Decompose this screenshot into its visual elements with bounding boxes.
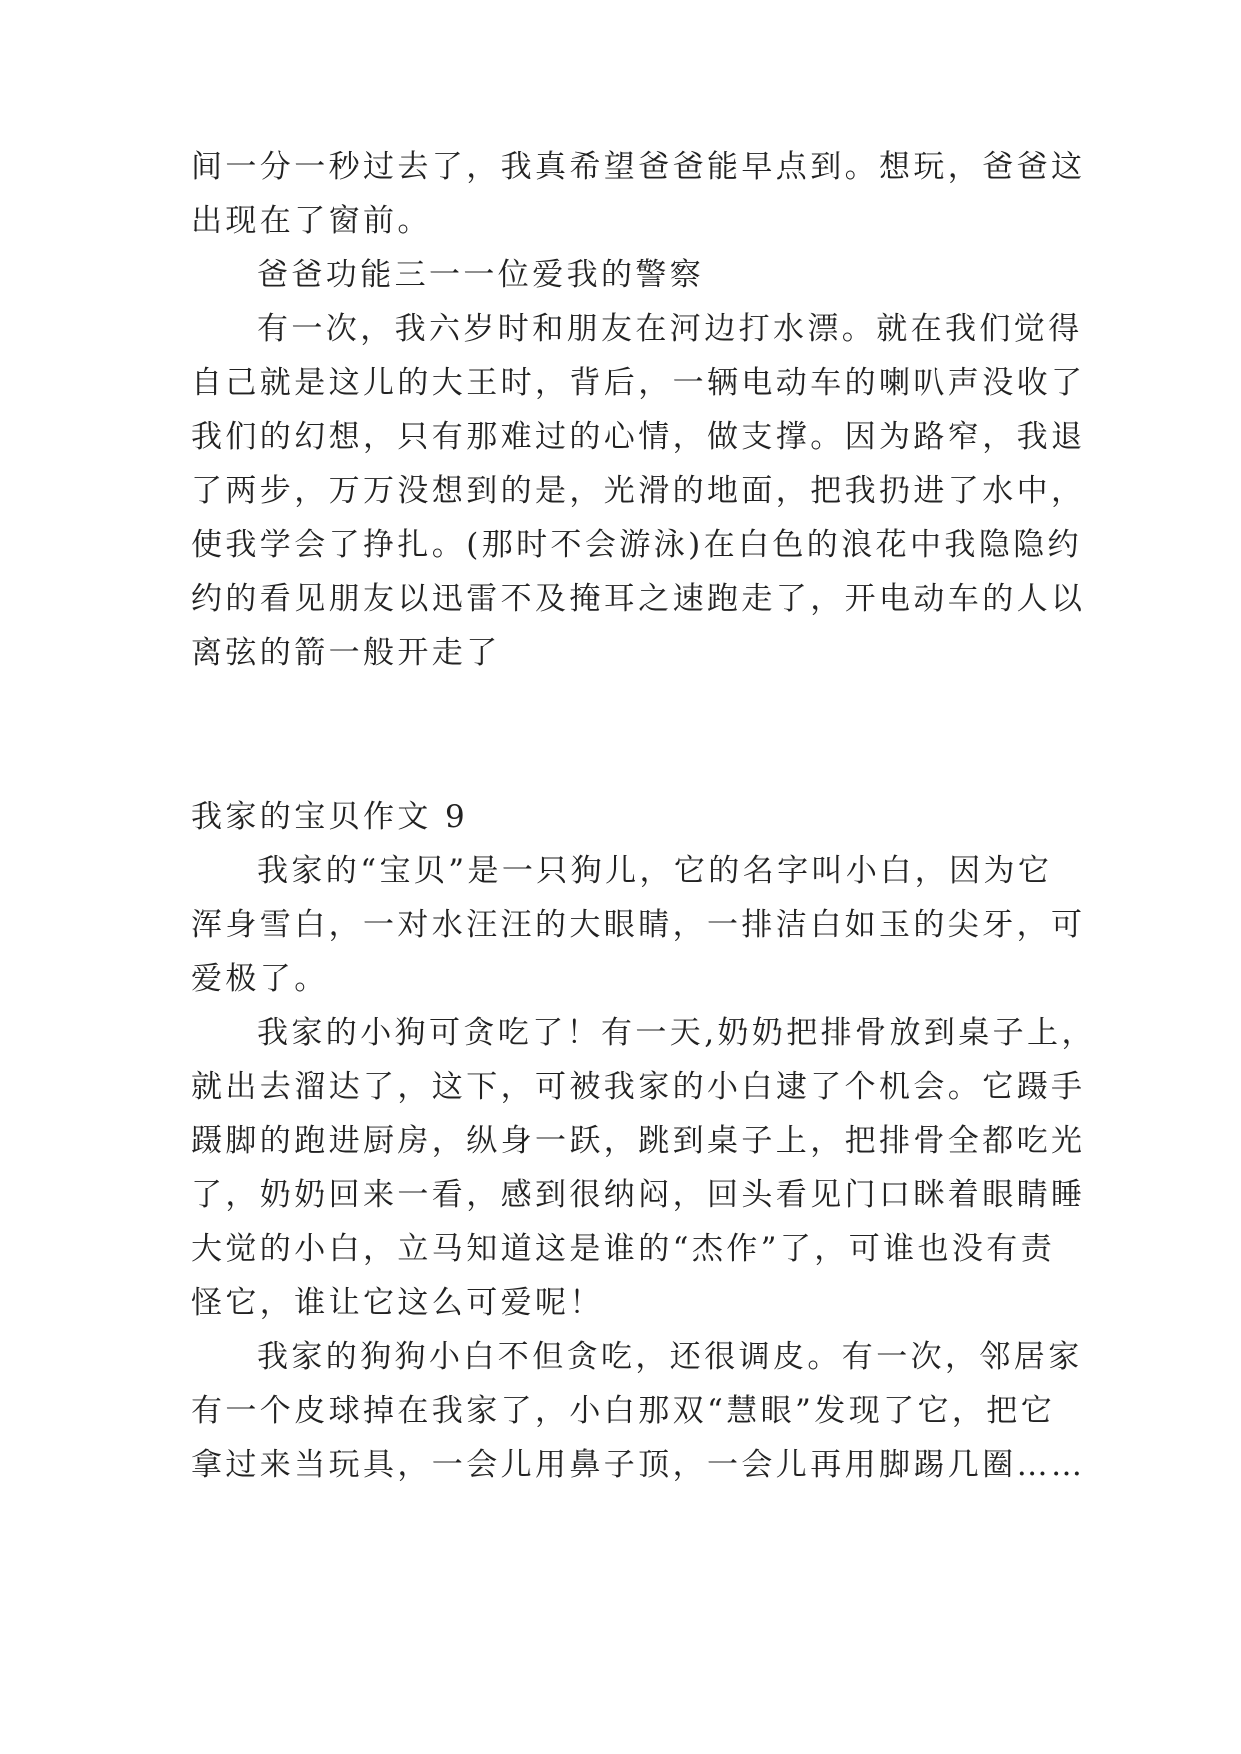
text-line: 拿过来当玩具，一会儿用鼻子顶，一会儿再用脚踢几圈…… <box>191 1447 1086 1483</box>
text-line: 蹑脚的跑进厨房，纵身一跃，跳到桌子上，把排骨全都吃光 <box>191 1123 1086 1159</box>
text-line: 我们的幻想，只有那难过的心情，做支撑。因为路窄，我退 <box>191 419 1086 455</box>
text-line: 了两步，万万没想到的是，光滑的地面，把我扔进了水中， <box>191 473 1086 509</box>
section-two <box>191 844 1096 1492</box>
text-line: 大觉的小白，立马知道这是谁的“杰作”了，可谁也没有责 <box>191 1231 1056 1267</box>
text-line: 离弦的箭一般开走了 <box>191 635 501 671</box>
text-line: 有一个皮球掉在我家了，小白那双“慧眼”发现了它，把它 <box>191 1393 1056 1429</box>
text-line: 出现在了窗前。 <box>191 203 432 239</box>
text-line: 我家的狗狗小白不但贪吃，还很调皮。有一次，邻居家 <box>257 1339 1083 1375</box>
text-line: 我家的“宝贝”是一只狗儿，它的名字叫小白，因为它 <box>257 853 1053 889</box>
text-line: 使我学会了挣扎。(那时不会游泳)在白色的浪花中我隐隐约 <box>191 527 1082 563</box>
text-line: 间一分一秒过去了，我真希望爸爸能早点到。想玩，爸爸这 <box>191 149 1086 185</box>
text-line: 爱极了。 <box>191 961 329 997</box>
essay-title: 我家的宝贝作文 9 <box>191 799 469 835</box>
text-line: 怪它，谁让它这么可爱呢！ <box>191 1285 604 1321</box>
text-line: 我家的小狗可贪吃了！有一天,奶奶把排骨放到桌子上， <box>257 1015 1096 1051</box>
text-line: 就出去溜达了，这下，可被我家的小白逮了个机会。它蹑手 <box>191 1069 1086 1105</box>
text-line: 约的看见朋友以迅雷不及掩耳之速跑走了，开电动车的人以 <box>191 581 1086 617</box>
text-line: 了，奶奶回来一看，感到很纳闷，回头看见门口眯着眼睛睡 <box>191 1177 1086 1213</box>
section-one <box>191 140 1086 680</box>
text-line: 自己就是这儿的大王时，背后，一辆电动车的喇叭声没收了 <box>191 365 1086 401</box>
text-line: 浑身雪白，一对水汪汪的大眼睛，一排洁白如玉的尖牙，可 <box>191 907 1086 943</box>
text-line: 有一次，我六岁时和朋友在河边打水漂。就在我们觉得 <box>257 311 1083 347</box>
subtitle: 爸爸功能三一一位爱我的警察 <box>257 257 705 293</box>
